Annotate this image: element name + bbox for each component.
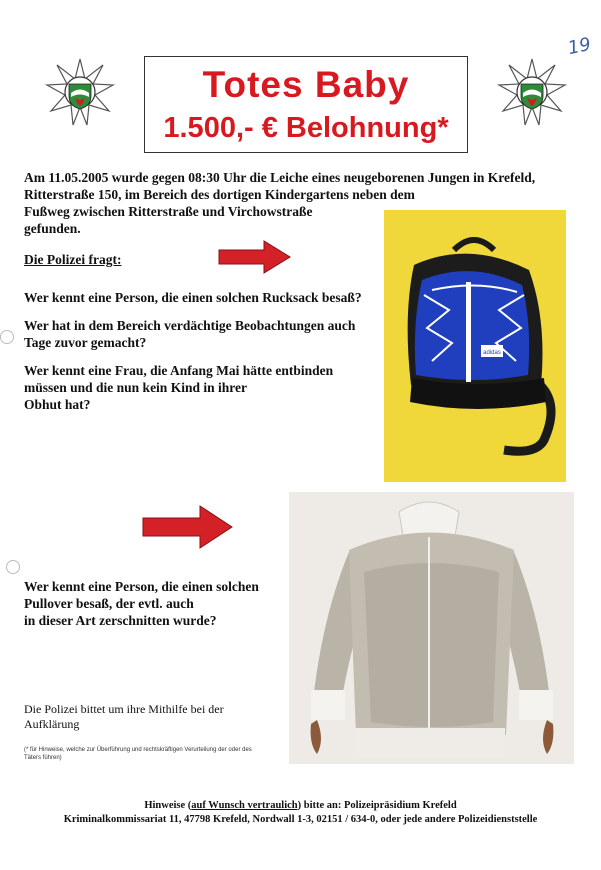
question-observations-line-2: Tage zuvor gemacht? [24, 335, 147, 350]
footer-suffix: ) bitte an: Polizeipräsidium Krefeld [297, 800, 457, 811]
pullover-photo [289, 492, 574, 764]
punch-hole [6, 560, 20, 574]
footnote: (* für Hinweise, welche zur Überführung und rechtskräftigen Verurteilung der oder des Täters führen) [24, 747, 252, 761]
intro-line-1: Am 11.05.2005 wurde gegen 08:30 Uhr die Leiche eines neugeborenen Jungen in Krefeld, [24, 170, 536, 185]
intro-line-2: Ritterstraße 150, im Bereich des dortigen Kindergartens neben dem [24, 187, 415, 202]
question-woman-line-1: Wer kennt eine Frau, die Anfang Mai hätte entbinden [24, 363, 334, 378]
title-box [144, 56, 468, 153]
question-pullover-line-3: in dieser Art zerschnitten wurde? [24, 613, 217, 628]
question-pullover-line-1: Wer kennt eine Person, die einen solchen [24, 579, 259, 594]
police-star-emblem-left-icon [45, 57, 115, 127]
footer-line-1 [0, 798, 601, 813]
question-woman-line-2: müssen und die nun kein Kind in ihrer [24, 380, 247, 395]
reward-line: 1.500,- € Belohnung* [163, 112, 449, 144]
intro-line-4: gefunden. [24, 221, 81, 236]
backpack-photo [384, 210, 566, 482]
red-arrow-right-icon [218, 240, 292, 279]
appeal-line-1: Die Polizei bittet um ihre Mithilfe bei der [24, 702, 224, 716]
questions-heading: Die Polizei fragt: [24, 252, 122, 267]
footer-prefix: Hinweise ( [144, 800, 192, 811]
question-backpack: Wer kennt eine Person, die einen solchen Rucksack besaß? [24, 290, 362, 305]
punch-hole [0, 330, 14, 344]
handwritten-note: 19 [566, 33, 593, 60]
question-woman-line-3: Obhut hat? [24, 397, 91, 412]
police-star-emblem-right-icon [497, 57, 567, 127]
page-title: Totes Baby [202, 64, 410, 105]
question-pullover-line-2: Pullover besaß, der evtl. auch [24, 596, 194, 611]
backpack-brand-label: adidas [483, 350, 501, 356]
question-observations-line-1: Wer hat in dem Bereich verdächtige Beobachtungen auch [24, 318, 356, 333]
appeal-line-2: Aufklärung [24, 717, 80, 731]
intro-line-3: Fußweg zwischen Ritterstraße und Virchowstraße [24, 204, 313, 219]
footer-line-2: Kriminalkommissariat 11, 47798 Krefeld, Nordwall 1-3, 02151 / 634-0, oder jede andere Polizeidienststelle [63, 814, 538, 825]
red-arrow-right-icon [142, 505, 234, 554]
footer-confidential: auf Wunsch vertraulich [191, 800, 298, 811]
